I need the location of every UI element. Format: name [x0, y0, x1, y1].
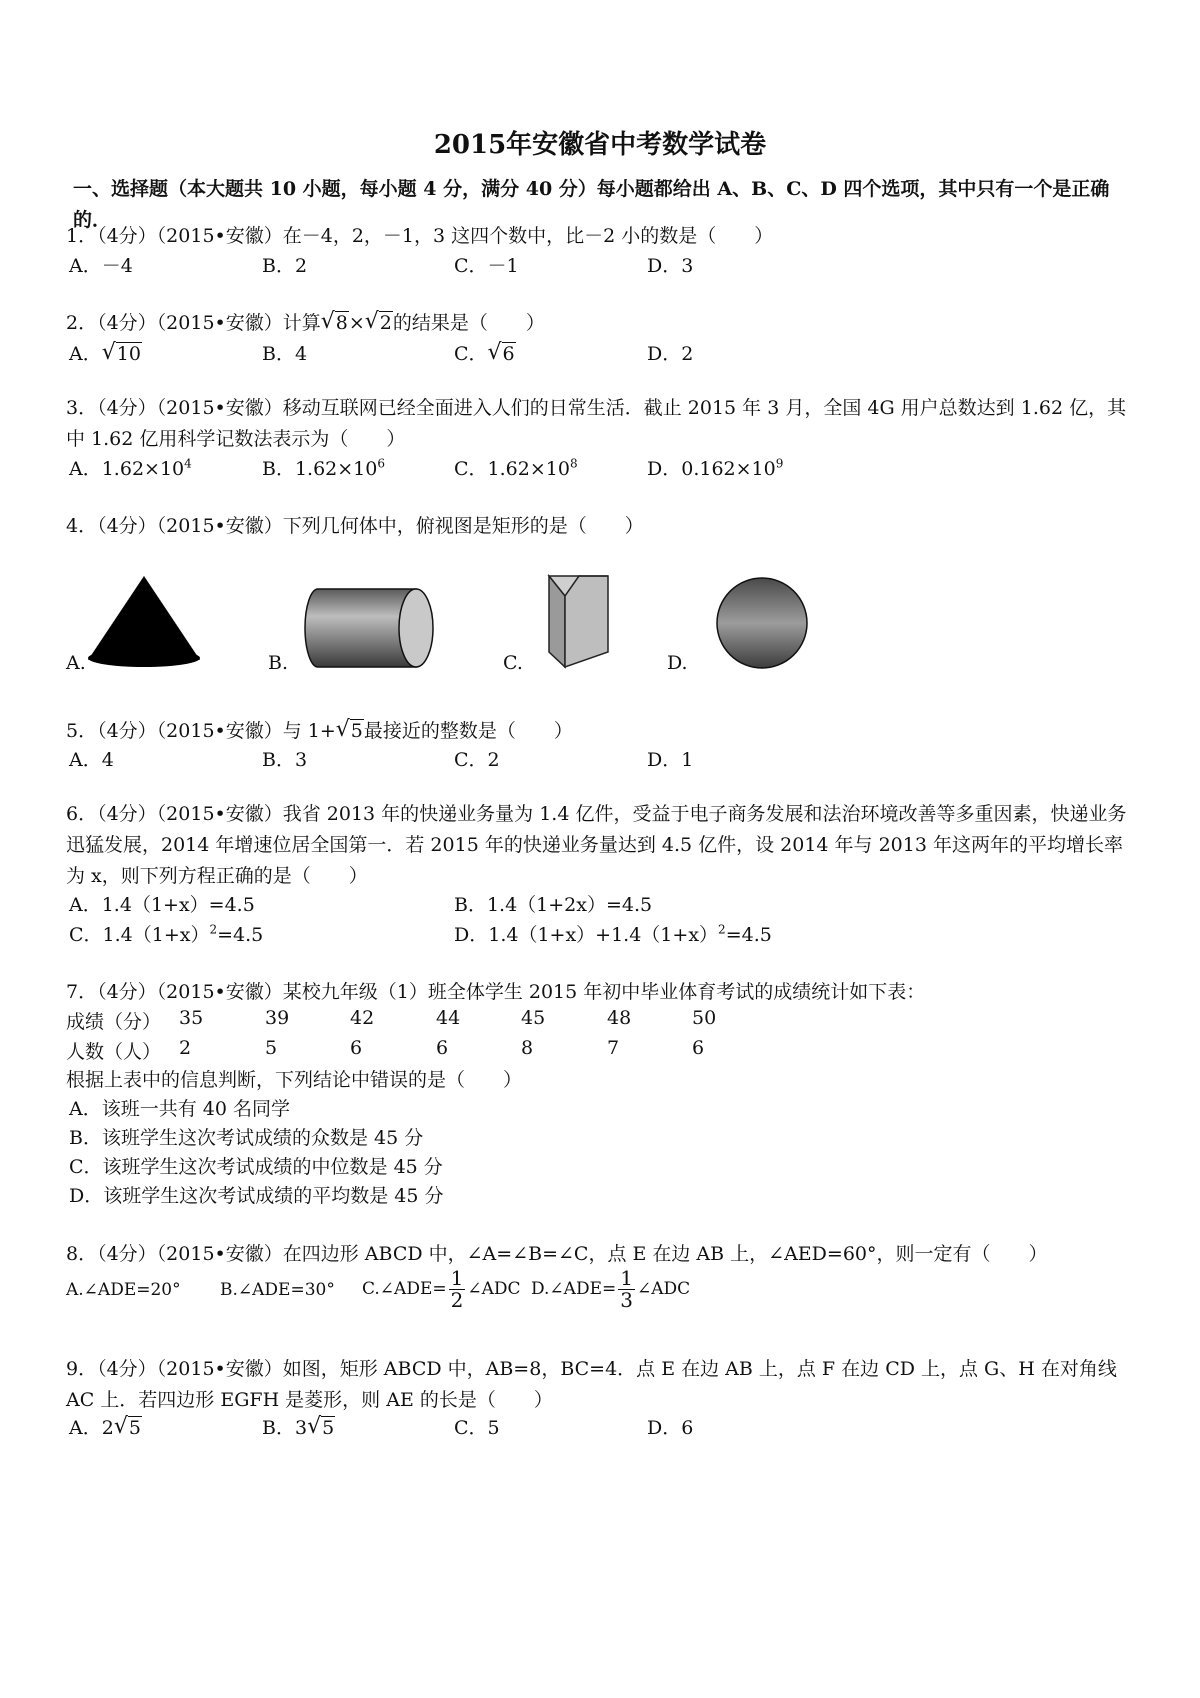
q5-option-d: D．1: [647, 749, 694, 771]
q6-option-d: D．$1.4(1+x)+1.4(1+x)^2=4.5$: [454, 922, 772, 946]
q7-option-c: C．该班学生这次考试成绩的中位数是 45 分: [69, 1156, 443, 1178]
q4-option-a: A.: [66, 652, 86, 674]
q8-option-d: D.∠ADE= $\frac{1}{3}$ ∠ADC: [531, 1266, 691, 1312]
question-7-stem: 7．（4分）（2015•安徽）某校九年级（1）班全体学生 2015 年初中毕业体育考试的成绩统计如下表：: [66, 981, 926, 1003]
score-cell: 48: [607, 1007, 632, 1029]
sqrt-10: √ 10: [103, 343, 142, 365]
q2-option-c: C．√ 6: [454, 339, 516, 366]
q9-option-b: B．3√ 5: [262, 1413, 335, 1440]
q4-option-b: B.: [268, 652, 289, 674]
q2-suffix: 的结果是（ ）: [392, 312, 545, 334]
q4-option-c: C.: [503, 652, 523, 674]
sqrt-5: √ 5: [337, 720, 364, 742]
fraction-one-half: $\frac{1}{2}$: [450, 1266, 464, 1312]
q9-option-c: C．5: [454, 1417, 500, 1439]
cone-figure: [80, 570, 210, 670]
q3-option-c: C．$1.62\times 10^8$: [454, 456, 578, 480]
count-cell: 6: [436, 1037, 449, 1059]
q1-option-d: D．3: [647, 255, 694, 277]
score-row-label: 成绩（分）: [66, 1011, 162, 1033]
sphere-figure: [712, 575, 812, 671]
cylinder-figure: [302, 586, 442, 672]
q5-option-a: A．4: [69, 749, 114, 771]
q2-option-a: A．√ 10: [69, 339, 142, 366]
q5-option-b: B．3: [262, 749, 308, 771]
count-cell: 5: [265, 1037, 278, 1059]
sqrt-6: √ 6: [489, 343, 516, 365]
score-cell: 44: [436, 1007, 461, 1029]
q7-option-d: D．该班学生这次考试成绩的平均数是 45 分: [69, 1185, 444, 1207]
q6-option-a: A．1.4（1+x）=4.5: [69, 894, 255, 916]
q9-option-a: A．2√ 5: [69, 1413, 142, 1440]
triangular-prism-figure: [545, 572, 615, 670]
section-heading: 一、选择题（本大题共 10 小题，每小题 4 分，满分 40 分）每小题都给出 A、B、C、D 四个选项，其中只有一个是正确的．: [73, 178, 1110, 231]
score-cell: 50: [692, 1007, 717, 1029]
q6-option-c: C．$1.4(1+x)^2=4.5$: [69, 922, 264, 946]
page-title: 2015年安徽省中考数学试卷: [433, 130, 767, 160]
score-cell: 45: [521, 1007, 546, 1029]
q3-option-b: B．$1.62\times 10^6$: [262, 456, 386, 480]
count-cell: 7: [607, 1037, 620, 1059]
q9-option-d: D．6: [647, 1417, 694, 1439]
q3-option-a: A．$1.62\times 10^4$: [69, 456, 192, 480]
question-1-stem: 1．（4分）（2015•安徽）在－4，2，－1，3 这四个数中，比－2 小的数是（ ）: [66, 225, 774, 247]
count-row-label: 人数（人）: [66, 1041, 162, 1063]
question-3-stem: 3．（4分）（2015•安徽）移动互联网已经全面进入人们的日常生活．截止 2015 年 3 月，全国 4G 用户总数达到 1.62 亿，其中 1.62 亿用科学记数法表示为（ ）: [66, 397, 1127, 450]
score-cell: 42: [350, 1007, 375, 1029]
question-5-stem: 5．（4分）（2015•安徽）与 1+√ 5最接近的整数是（ ）: [66, 716, 573, 743]
question-2-stem: [66, 308, 545, 335]
q1-option-c: C．－1: [454, 255, 519, 277]
q5-option-c: C．2: [454, 749, 500, 771]
q8-option-a: A.∠ADE=20°: [66, 1280, 181, 1300]
q2-times: ×: [348, 312, 365, 334]
count-cell: 8: [521, 1037, 534, 1059]
q7-question: 根据上表中的信息判断，下列结论中错误的是（ ）: [66, 1069, 523, 1091]
q7-option-b: B．该班学生这次考试成绩的众数是 45 分: [69, 1127, 424, 1149]
sqrt-5: √ 5: [115, 1417, 142, 1439]
q1-option-a: A．－4: [69, 255, 133, 277]
question-8-stem: 8．（4分）（2015•安徽）在四边形 ABCD 中，∠A=∠B=∠C，点 E 在边 AB 上，∠AED=60°，则一定有（ ）: [66, 1243, 1048, 1265]
count-cell: 2: [179, 1037, 192, 1059]
q3-option-d: D．$0.162\times 10^9$: [647, 456, 784, 480]
q1-option-b: B．2: [262, 255, 308, 277]
question-9-stem: 9．（4分）（2015•安徽）如图，矩形 ABCD 中，AB=8，BC=4．点 E 在边 AB 上，点 F 在边 CD 上，点 G、H 在对角线 AC 上．若四边形 EGFH 是菱形，则 AE 的长是（ ）: [66, 1358, 1117, 1411]
score-cell: 39: [265, 1007, 290, 1029]
q2-prefix: 2．（4分）（2015•安徽）计算: [66, 312, 321, 334]
q4-option-d: D.: [667, 652, 688, 674]
count-cell: 6: [692, 1037, 705, 1059]
q8-option-c: C.∠ADE= $\frac{1}{2}$ ∠ADC: [362, 1266, 521, 1312]
question-6-stem: 6．（4分）（2015•安徽）我省 2013 年的快递业务量为 1.4 亿件，受益于电子商务发展和法治环境改善等多重因素，快递业务迅猛发展，2014 年增速位居全国第一．若 2015 年的快递业务量达到 4.5 亿件，设 2014 年与 2013 年这两年的平均增长率为 x，则下列方程正确的是（ ）: [66, 803, 1127, 887]
q7-option-a: A．该班一共有 40 名同学: [69, 1098, 290, 1120]
question-4-stem: 4．（4分）（2015•安徽）下列几何体中，俯视图是矩形的是（ ）: [66, 515, 644, 537]
sqrt-8: √ 8: [322, 312, 349, 334]
q6-option-b: B．1.4（1+2x）=4.5: [454, 894, 653, 916]
q8-option-b: B.∠ADE=30°: [220, 1280, 335, 1300]
sqrt-2: √ 2: [366, 312, 393, 334]
fraction-one-third: $\frac{1}{3}$: [620, 1266, 633, 1312]
sqrt-5: √ 5: [308, 1417, 335, 1439]
q2-option-d: D．2: [647, 343, 694, 365]
q2-option-b: B．4: [262, 343, 308, 365]
score-cell: 35: [179, 1007, 204, 1029]
count-cell: 6: [350, 1037, 363, 1059]
